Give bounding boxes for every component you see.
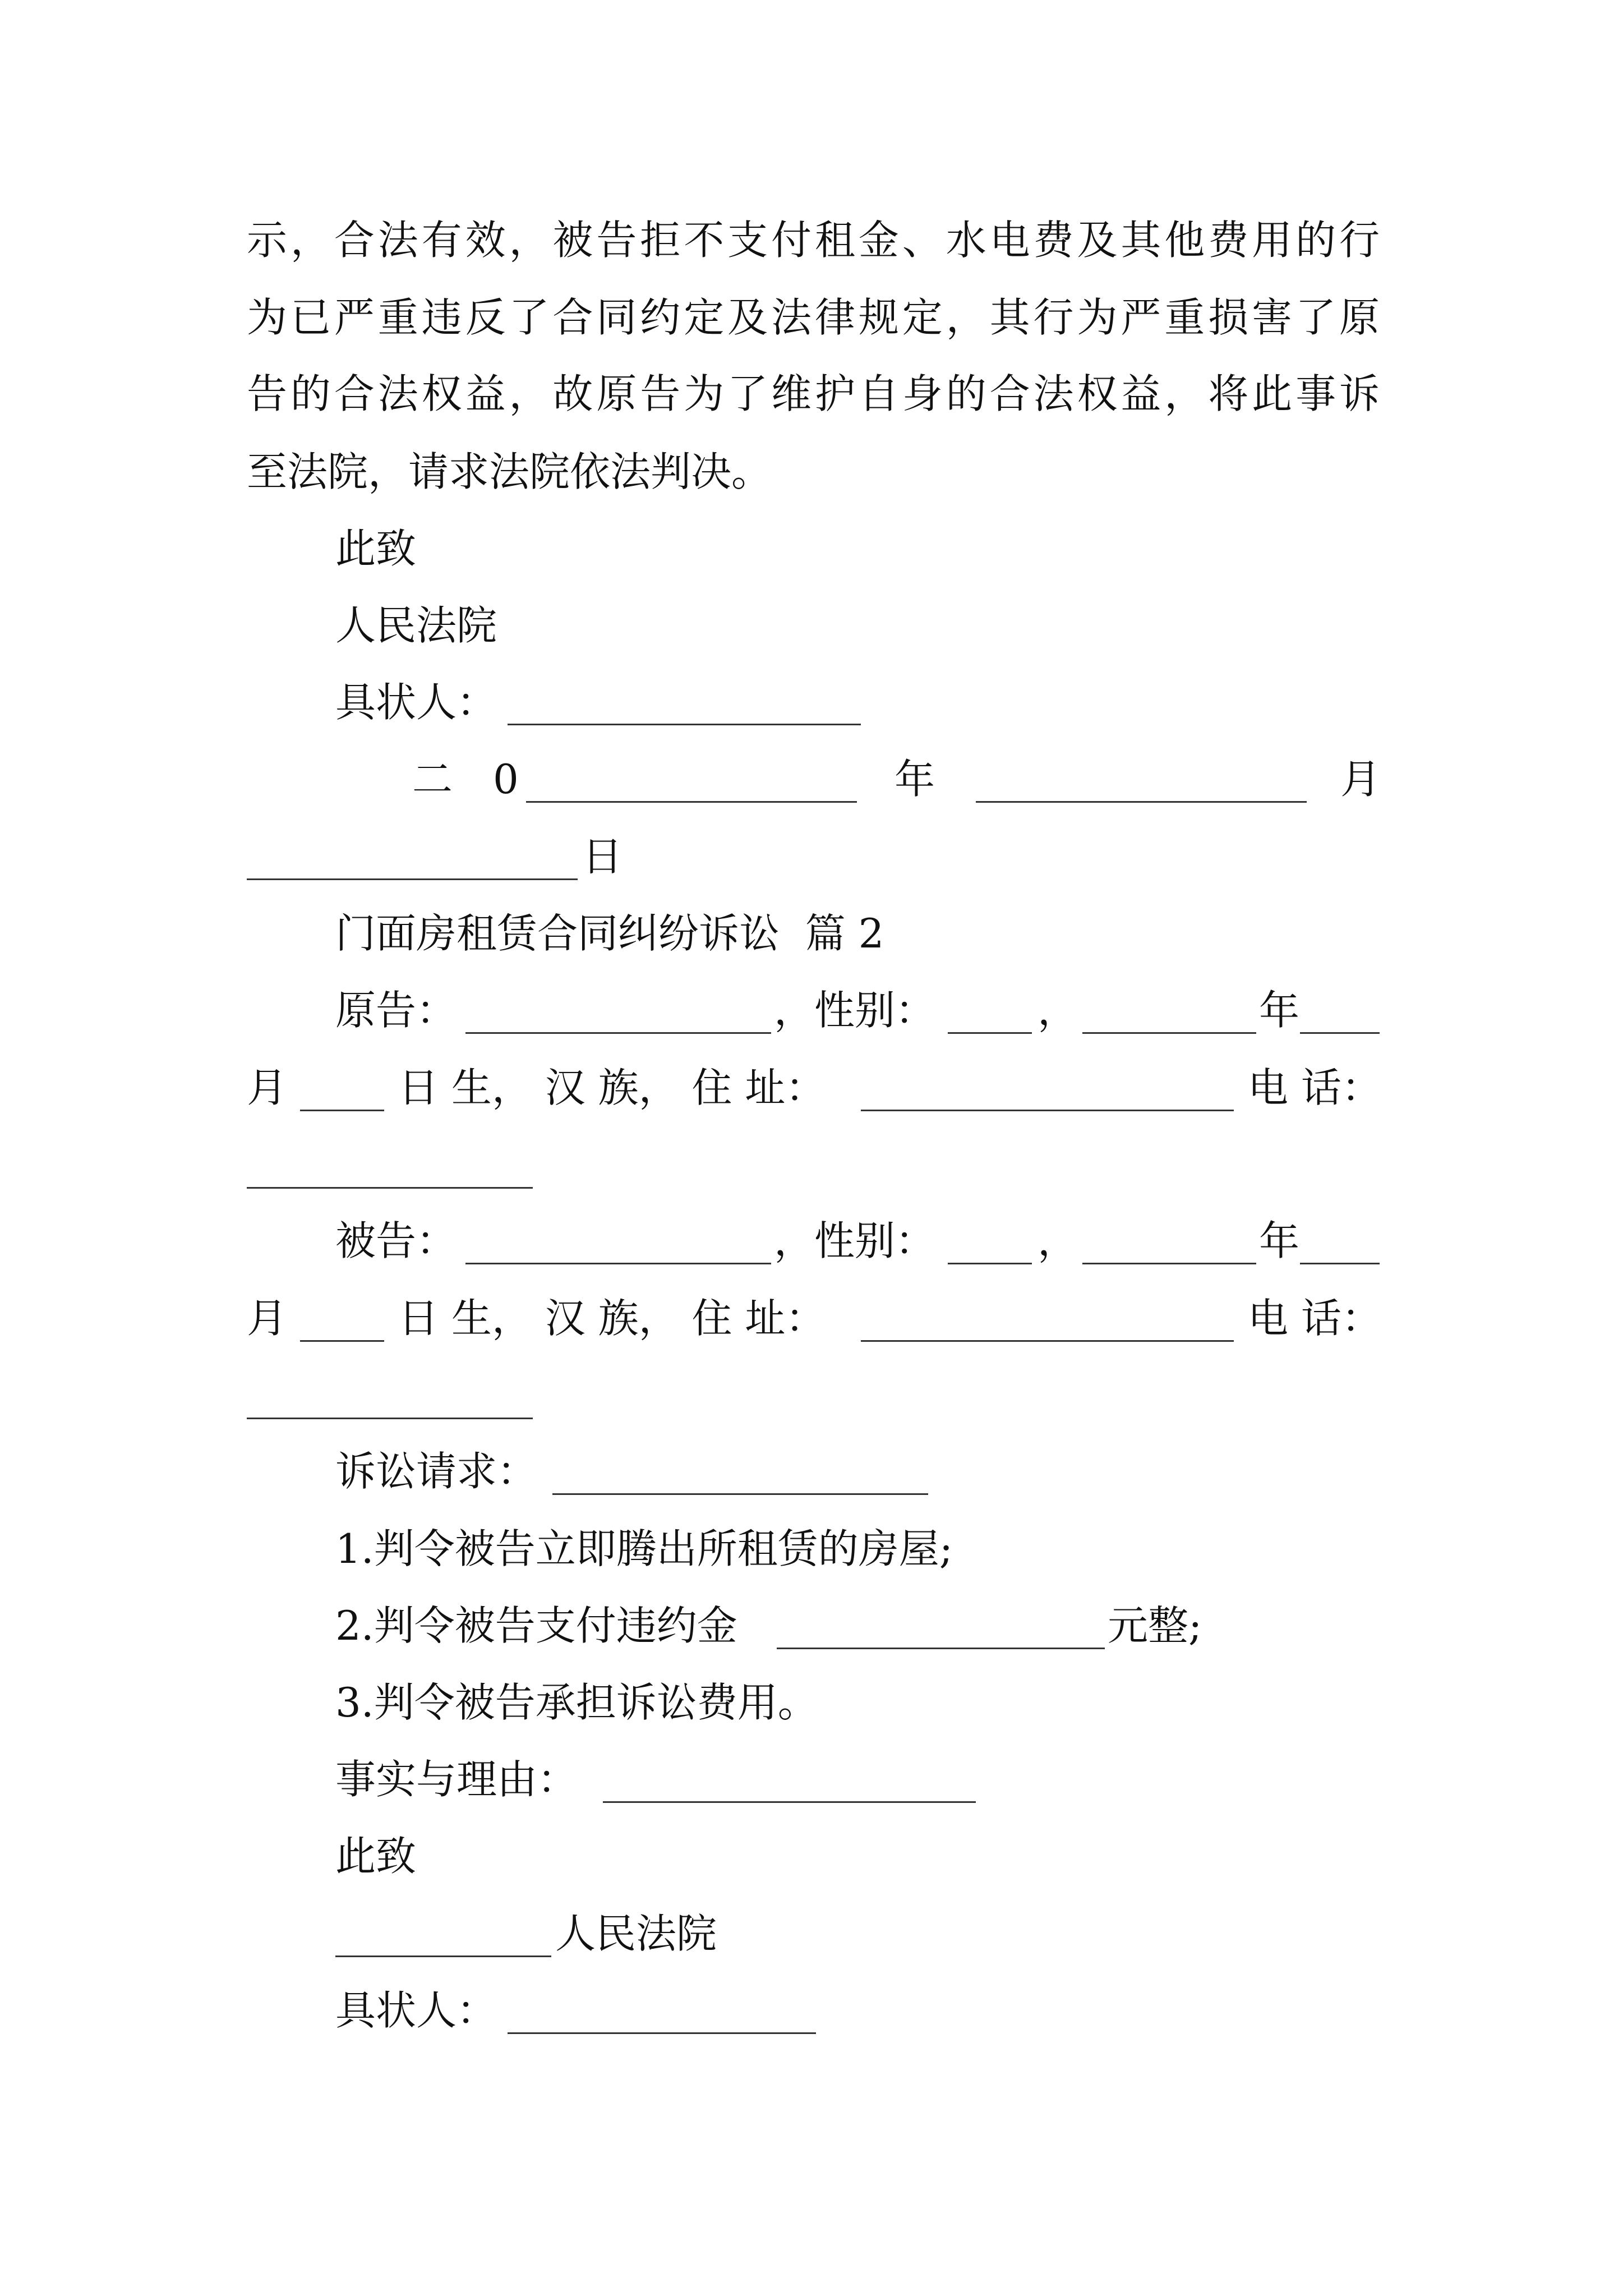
intro-line-3: 告的合法权益，故原告为了维护自身的合法权益，将此事诉 <box>247 370 1380 417</box>
defendant-name-blank <box>465 1263 771 1264</box>
intro-line-1: 示，合法有效，被告拒不支付租金、水电费及其他费用的行 <box>247 217 1380 264</box>
date-prefix-1: 二 0 <box>412 756 519 803</box>
signer-blank-1 <box>508 724 861 725</box>
defendant-gender-label: ，性别： <box>774 1217 936 1264</box>
defendant-year-blank <box>1082 1263 1256 1264</box>
plaintiff-birth-text: 日 生， 汉 族， 住 址： <box>398 1064 826 1111</box>
plaintiff-label: 原告： <box>335 987 457 1034</box>
court-2: 人民法院 <box>555 1910 717 1957</box>
signer-blank-2 <box>508 2032 816 2034</box>
plaintiff-day-blank <box>300 1110 384 1111</box>
claim-2-suffix: 元整; <box>1108 1602 1202 1649</box>
court-name-blank <box>335 1955 551 1957</box>
defendant-month-label: 月 <box>247 1295 288 1342</box>
day-label-1: 日 <box>582 833 623 880</box>
intro-line-4: 至法院，请求法院依法判决。 <box>247 448 772 495</box>
plaintiff-month-blank <box>1300 1032 1380 1034</box>
facts-label: 事实与理由： <box>335 1756 578 1803</box>
plaintiff-gender-blank <box>948 1032 1032 1034</box>
plaintiff-gender-label: ，性别： <box>774 987 936 1034</box>
month-blank-1 <box>976 801 1307 803</box>
plaintiff-year-label: 年 <box>1259 987 1300 1034</box>
plaintiff-month-label: 月 <box>247 1064 288 1111</box>
claim-1: 1.判令被告立即腾出所租赁的房屋; <box>335 1525 953 1572</box>
plaintiff-phone-blank <box>247 1187 533 1189</box>
month-label-1: 月 <box>1340 756 1381 803</box>
day-blank-1 <box>247 878 578 880</box>
intro-line-2: 为已严重违反了合同约定及法律规定，其行为严重损害了原 <box>247 294 1380 341</box>
defendant-birth-text: 日 生， 汉 族， 住 址： <box>398 1295 826 1342</box>
plaintiff-name-blank <box>465 1032 771 1034</box>
defendant-year-label: 年 <box>1259 1217 1300 1264</box>
plaintiff-year-blank <box>1082 1032 1256 1034</box>
defendant-month-blank <box>1300 1263 1380 1264</box>
claim-2: 2.判令被告支付违约金 <box>335 1602 737 1649</box>
defendant-phone-blank <box>247 1418 533 1419</box>
signer-label-2: 具状人： <box>335 1987 497 2034</box>
claims-label: 诉讼请求： <box>335 1448 538 1495</box>
court-1: 人民法院 <box>335 602 497 649</box>
plaintiff-address-blank <box>861 1110 1234 1111</box>
salutation-2: 此致 <box>335 1833 417 1880</box>
salutation-1: 此致 <box>335 525 417 572</box>
defendant-comma: ， <box>1038 1217 1078 1264</box>
defendant-phone-label: 电 话： <box>1248 1295 1382 1342</box>
penalty-amount-blank <box>777 1648 1105 1649</box>
year-blank-1 <box>526 801 857 803</box>
claim-3: 3.判令被告承担诉讼费用。 <box>335 1679 818 1726</box>
defendant-address-blank <box>861 1340 1234 1342</box>
signer-label-1: 具状人： <box>335 679 497 726</box>
defendant-day-blank <box>300 1340 384 1342</box>
plaintiff-comma: ， <box>1038 987 1078 1034</box>
section-title: 门面房租赁合同纠纷诉讼 篇 2 <box>335 910 884 957</box>
facts-blank <box>603 1801 976 1803</box>
defendant-label: 被告： <box>335 1217 457 1264</box>
plaintiff-phone-label: 电 话： <box>1248 1064 1382 1111</box>
claims-blank <box>552 1493 928 1495</box>
year-label-1: 年 <box>895 756 935 803</box>
defendant-gender-blank <box>948 1263 1032 1264</box>
